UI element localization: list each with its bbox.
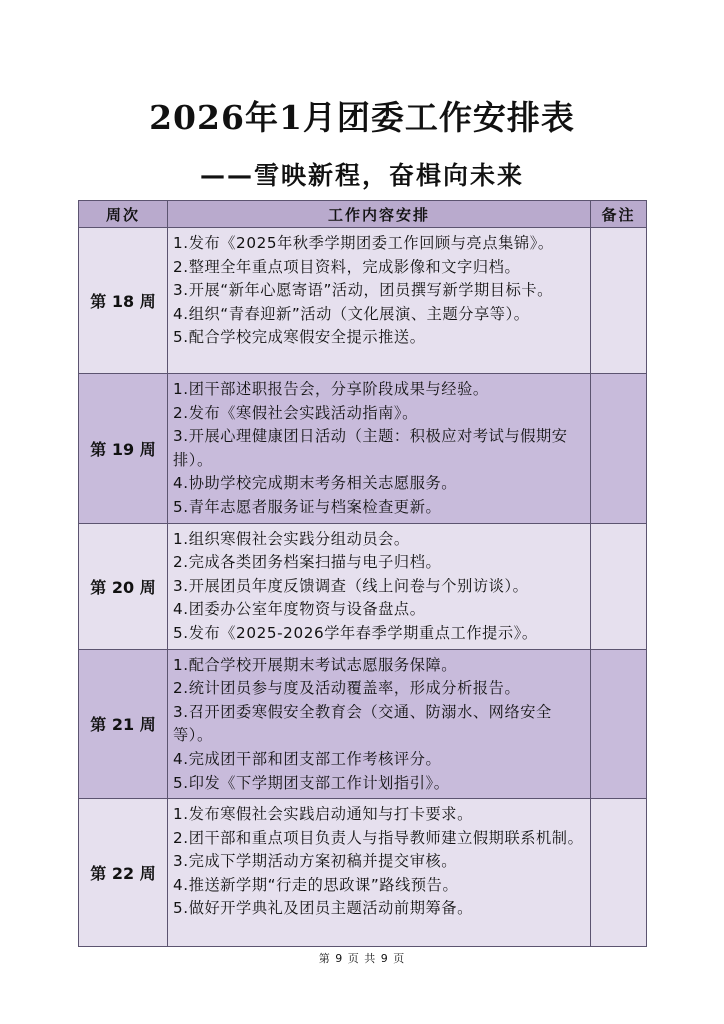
task-item: 5.做好开学典礼及团员主题活动前期筹备。 <box>173 899 473 918</box>
task-item: 1.配合学校开展期末考试志愿服务保障。 <box>173 655 458 674</box>
task-item: 4.推送新学期“行走的思政课”路线预告。 <box>173 875 459 894</box>
task-item: 5.青年志愿者服务证与档案检查更新。 <box>173 497 442 516</box>
table-row <box>79 649 647 799</box>
table-row <box>79 799 647 947</box>
content-cell <box>168 228 591 374</box>
note-cell <box>591 649 647 799</box>
week-cell: 第 18 周 <box>79 228 168 374</box>
table-row <box>79 523 647 649</box>
content-cell <box>168 799 591 947</box>
task-item: 2.团干部和重点项目负责人与指导教师建立假期联系机制。 <box>173 828 584 847</box>
task-item: 3.开展心理健康团日活动（主题：积极应对考试与假期安排）。 <box>173 427 568 469</box>
content-cell <box>168 374 591 524</box>
task-item: 1.团干部述职报告会，分享阶段成果与经验。 <box>173 380 489 398</box>
week-cell: 第 19 周 <box>79 374 168 524</box>
document-title: 2026年1月团委工作安排表 <box>149 98 575 137</box>
task-item: 3.完成下学期活动方案初稿并提交审核。 <box>173 852 458 871</box>
note-cell <box>591 374 647 524</box>
table-row <box>79 374 647 524</box>
schedule-table <box>78 200 647 947</box>
task-item: 1.发布《2025年秋季学期团委工作回顾与亮点集锦》。 <box>173 234 554 252</box>
table-header <box>79 201 647 228</box>
content-cell <box>168 649 591 799</box>
task-item: 4.组织“青春迎新”活动（文化展演、主题分享等）。 <box>173 304 530 323</box>
task-item: 5.印发《下学期团支部工作计划指引》。 <box>173 773 450 792</box>
task-item: 2.整理全年重点项目资料，完成影像和文字归档。 <box>173 257 521 276</box>
header-content: 工作内容安排 <box>168 201 591 228</box>
header-week: 周次 <box>79 201 168 228</box>
task-item: 5.配合学校完成寒假安全提示推送。 <box>173 328 426 347</box>
note-cell <box>591 228 647 374</box>
content-cell <box>168 523 591 649</box>
week-cell: 第 21 周 <box>79 649 168 799</box>
task-item: 3.开展团员年度反馈调查（线上问卷与个别访谈）。 <box>173 576 529 595</box>
task-item: 2.完成各类团务档案扫描与电子归档。 <box>173 553 442 572</box>
page-footer: 第 9 页 共 9 页 <box>318 952 406 965</box>
task-item: 1.组织寒假社会实践分组动员会。 <box>173 529 410 548</box>
task-item: 5.发布《2025-2026学年春季学期重点工作提示》。 <box>173 623 538 642</box>
week-cell: 第 20 周 <box>79 523 168 649</box>
task-item: 4.协助学校完成期末考务相关志愿服务。 <box>173 474 458 493</box>
task-item: 3.召开团委寒假安全教育会（交通、防溺水、网络安全等）。 <box>173 702 552 745</box>
task-item: 2.发布《寒假社会实践活动指南》。 <box>173 403 418 422</box>
task-item: 2.统计团员参与度及活动覆盖率，形成分析报告。 <box>173 679 521 698</box>
week-cell: 第 22 周 <box>79 799 168 947</box>
note-cell <box>591 799 647 947</box>
task-item: 4.完成团干部和团支部工作考核评分。 <box>173 749 442 768</box>
header-note: 备注 <box>591 201 647 228</box>
task-item: 1.发布寒假社会实践启动通知与打卡要求。 <box>173 805 473 824</box>
table-row <box>79 228 647 374</box>
task-item: 3.开展“新年心愿寄语”活动，团员撰写新学期目标卡。 <box>173 281 553 300</box>
task-item: 4.团委办公室年度物资与设备盘点。 <box>173 600 426 619</box>
note-cell <box>591 523 647 649</box>
document-subtitle: ——雪映新程，奋楫向未来 <box>199 161 524 190</box>
